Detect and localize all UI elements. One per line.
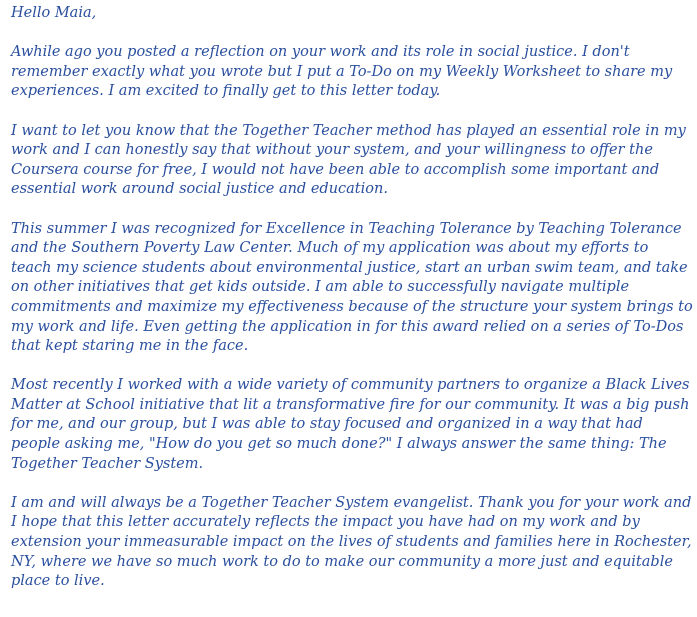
paragraph-recognition: This summer I was recognized for Excellence in Teaching Tolerance by Teaching Tolerance and the Southern Poverty Law Center. Much of my application was about my efforts to teach my science students about environmental justice, start an urban swim team, and take on other initiatives that get kids outside. I am able to successfully navigate multiple commitments and maximize my effectiveness because of the structure your system brings to my work and life. Even getting the application in for this award relied on a series of To-Dos that kept staring me in the face. xyxy=(11,220,693,355)
paragraph-reflection: Awhile ago you posted a reflection on your work and its role in social justice. I don't remember exactly what you wrote but I put a To-Do on my Weekly Worksheet to share my experiences. I am excited to finally get to this letter today. xyxy=(11,44,673,100)
paragraph-method: I want to let you know that the Together Teacher method has played an essential role in my work and I can honestly say that without your system, and your willingness to offer the Coursera course for free, I would not have been able to accomplish some important and essential work around social justice and education. xyxy=(11,122,686,198)
greeting: Hello Maia, xyxy=(11,5,97,21)
paragraph-community: Most recently I worked with a wide variety of community partners to organize a Black Lives Matter at School initiative that lit a transformative fire for our community. It was a big push for me, and our group, but I was able to stay focused and organized in a way that had people asking me, "How do you get so much done?" I always answer the same thing: The Together Teacher System. xyxy=(11,377,690,472)
letter-body xyxy=(11,4,693,592)
paragraph-closing: I am and will always be a Together Teacher System evangelist. Thank you for your work and I hope that this letter accurately reflects the impact you have had on my work and by extension your immeasurable impact on the lives of students and families here in Rochester, NY, where we have so much work to do to make our community a more just and equitable place to live. xyxy=(11,494,692,590)
